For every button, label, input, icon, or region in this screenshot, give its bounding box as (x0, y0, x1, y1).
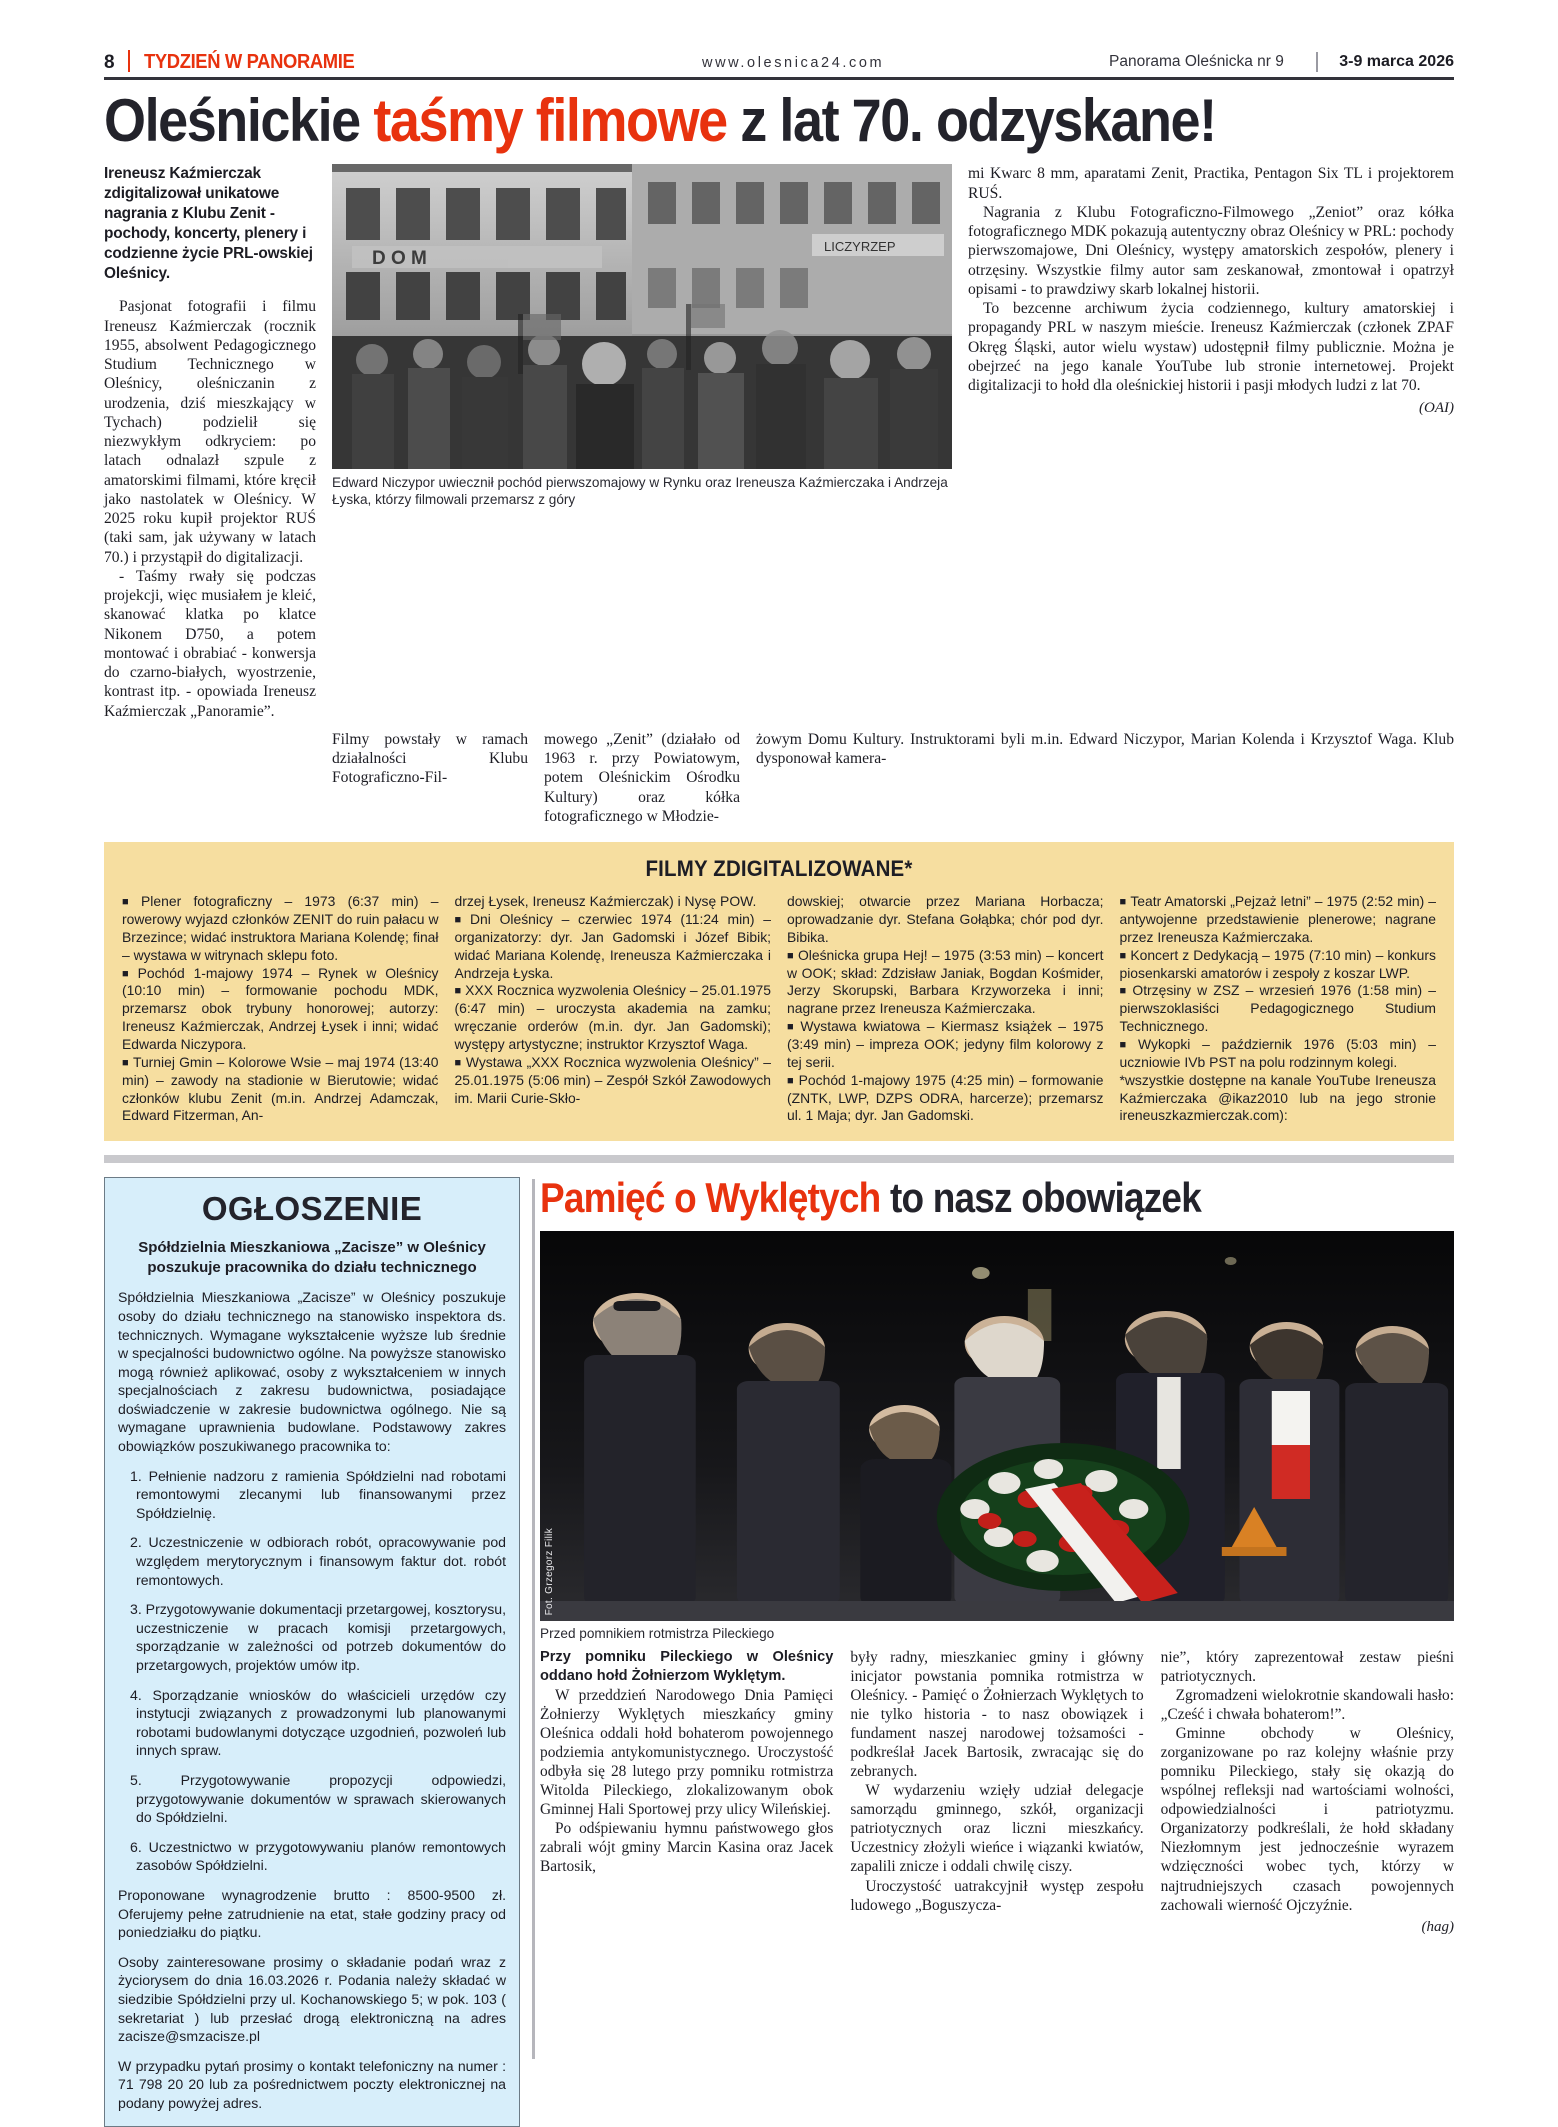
section-divider (104, 1155, 1454, 1163)
article2-photo-caption: Przed pomnikiem rotmistrza Pileckiego (540, 1626, 775, 1642)
digitized-films-box (104, 842, 1454, 1141)
article1-lower-col4 (756, 730, 1454, 826)
website-url[interactable]: www.olesnica24.com (702, 55, 885, 71)
issue-date: 3-9 marca 2026 (1339, 53, 1454, 70)
paragraph: W przeddzień Narodowego Dnia Pamięci Żołnierzy Wyklętych mieszkańcy gminy Oleśnica oddali hołd bohaterom powojennego podziemia antykomunistycznego. Uroczystość odbyła się 28 lutego przy pomniku rotmistrza Witolda Pileckiego, zlokalizowanym obok Gminnej Hali Sportowej przy ulicy Wileńskiej. (540, 1686, 834, 1818)
paragraph: Nagrania z Klubu Fotograficzno-Filmowego „Zeniot” oraz kółka fotograficznego MDK pokazują autentyczny obraz Oleśnicy w PRL: pochody pierwszomajowe, Dni Oleśnicy, występy amatorskich zespołów, plenery i otrzęsiny. Wszystkie filmy autor sam zeskanował, zmontował i opatrzył opisami - to prawdziwy skarb lokalnej historii. (968, 203, 1454, 298)
films-box-title: FILMY ZDIGITALIZOWANE* (645, 856, 913, 882)
article2-col1 (540, 1648, 833, 1936)
article1-photo (332, 164, 952, 469)
paragraph: Gminne obchody w Oleśnicy, zorganizowane po raz kolejny właśnie przy pomniku Pileckiego, stały się okazją do wspólnej refleksji nad wartościami wolności, odpowiedzialności i patriotyzmu. Organizatorzy podkreślali, że hołd składany Niezłomnym jest jednocześnie wyrazem wdzięczności wobec tych, którzy w najtrudniejszych czasach powojennych zachowali wierność Ojczyźnie. (1160, 1725, 1454, 1914)
paragraph: W wydarzeniu wzięły udział delegacje samorządu gminnego, szkół, organizacji patriotycznych oraz liczni mieszkańcy. Uczestnicy złożyli wieńce i wiązanki kwiatów, zapalili znicze i oddali chwilę ciszy. (850, 1782, 1144, 1876)
paragraph: mowego „Zenit” (działało od 1963 r. przy Powiatowym, potem Oleśnickim Ośrodku Kultury) oraz kółka fotograficznego w Młodzie- (544, 730, 740, 825)
film-entry: ■ Wystawa „XXX Rocznica wyzwolenia Oleśnicy” – 25.01.1975 (5:06 min) – Zespół Szkół Zawodowych im. Marii Curie-Skło- (455, 1054, 772, 1108)
headline-part2: z lat 70. odzyskane! (726, 86, 1216, 154)
article2-lead: Przy pomniku Pileckiego w Oleśnicy oddano hołd Żołnierzom Wyklętym. (540, 1649, 834, 1684)
paragraph: mi Kwarc 8 mm, aparatami Zenit, Practika, Pentagon Six TL i projektorem RUŚ. (968, 165, 1454, 202)
films-column-3 (787, 893, 1104, 1125)
headline2-highlight: Pamięć o Wyklętych (540, 1174, 881, 1222)
film-entry: ■ Wykopki – październik 1976 (5:03 min) – uczniowie IVb PST na polu rodzinnym kolegi. (1120, 1036, 1437, 1072)
masthead (104, 46, 1454, 72)
film-entry: ■ Koncert z Dedykacją – 1975 (7:10 min) – konkurs piosenkarski amatorów i zespoły z koszar LWP. (1120, 947, 1437, 983)
film-entry: ■ XXX Rocznica wyzwolenia Oleśnicy – 25.01.1975 (6:47 min) – uroczysta akademia na zamku; wręczanie orderów (m.in. dyr. Jan Gadomski); występy artystyczne; instruktor Krzysztof Waga. (455, 982, 772, 1053)
paragraph: To bezcenne archiwum życia codziennego, kultury amatorskiej i propagandy PRL w naszym mieście. Ireneusz Kaźmierczak (członek ZPAF Okręg Śląski, autor wielu wystaw) udostępnił filmy publicznie. Można je obejrzeć na jego kanale YouTube lub stronie internetowej. Projekt digitalizacji to hołd dla oleśnickiej historii i pasji młodych ludzi z lat 70. (968, 300, 1454, 395)
article1-photo-block (332, 164, 952, 721)
advert-intro: Spółdzielnia Mieszkaniowa „Zacisze” w Oleśnicy poszukuje osoby do działu technicznego na stanowisko inspektora ds. technicznych. Wymagane wykształcenie wyższe lub średnie w specjalności budownictwo ogólne. Na powyższe stanowisko mogą również aplikować, osoby z wykształceniem w innych specjalnościach z zakresu budownictwa, posiadające doświadczenie w zakresie budownictwa ogólnego. Nie są wymagane uprawnienia budowlane. Podstawowy zakres obowiązków poszukiwanego pracownika to: (118, 1289, 506, 1455)
advert-duty-item: 4. Sporządzanie wniosków do właścicieli urzędów czy instytucji związanych z prowadzonymi lub planowanymi robotami budowlanymi dotyczące uzgodnień, pozwoleń lub innych spraw. (130, 1686, 506, 1759)
paragraph: Pasjonat fotografii i filmu Ireneusz Kaźmierczak (rocznik 1955, absolwent Pedagogicznego Studium Technicznego w Oleśnicy, oleśniczanin z urodzenia, dziś mieszkający w Tychach) podzielił się niezwykłym odkryciem: po latach odnalazł szpule z amatorskimi filmami, które kręcił jako nastolatek w Oleśnicy. W 2025 roku kupił projektor RUŚ (taki sam, jak używany w latach 70.) i przystąpił do digitalizacji. (104, 298, 316, 566)
film-entry-cont: drzej Łysek, Ireneusz Kaźmierczak) i Nysę POW. (454, 893, 757, 910)
article1-headline (104, 86, 1319, 154)
paragraph: Uroczystość uatrakcyjnił występ zespołu ludowego „Boguszycza- (850, 1877, 1144, 1914)
article1-lower-grid (104, 730, 1454, 826)
advert-duty-item: 6. Uczestnictwo w przygotowywaniu planów remontowych zasobów Spółdzielni. (130, 1838, 506, 1874)
article1-lower-col3 (544, 730, 740, 826)
article1-lower-col1 (104, 730, 316, 826)
film-entry-cont: dowskiej; otwarcie przez Mariana Horbacza; oprowadzanie dyr. Stefana Gołąbka; chór pod dyr. Bibika. (787, 893, 1104, 945)
article2-col2 (850, 1648, 1143, 1936)
films-column-4 (1120, 893, 1437, 1125)
article2-headline (540, 1174, 1344, 1222)
paragraph: nie”, który zaprezentował zestaw pieśni patriotycznych. (1160, 1649, 1454, 1686)
film-entry: ■ Otrzęsiny w ZSZ – wrzesień 1976 (1:58 min) – pierwszoklasiści Pedagogicznego Studium Technicznego. (1120, 982, 1437, 1036)
advert-subtitle-line2: poszukuje pracownika do działu technicznego (147, 1258, 477, 1276)
advert-duty-item: 1. Pełnienie nadzoru z ramienia Spółdzielni nad robotami remontowymi zlecanymi lub finansowanymi przez Spółdzielnię. (130, 1467, 506, 1521)
article2-photo (540, 1231, 1454, 1621)
issue-title: Panorama Oleśnicka nr 9 (1109, 53, 1284, 70)
svg-text:D O M: D O M (372, 248, 427, 270)
article2-col3 (1161, 1648, 1454, 1936)
bottom-section (104, 1174, 1454, 2127)
article1-top-grid (104, 164, 1454, 721)
advert-title: OGŁOSZENIE (201, 1190, 423, 1228)
article1-signature: (OAI) (1419, 400, 1454, 417)
article1-col1 (104, 297, 316, 721)
article1-lead: Ireneusz Kaźmierczak zdigitalizował unikatowe nagrania z Klubu Zenit - pochody, koncerty, plenery i codzienne życie PRL-owskiej Oleśnicy. (104, 165, 313, 283)
masthead-red-rule (128, 50, 130, 72)
ceremony-photo-illustration (540, 1231, 1454, 1621)
films-column-1 (122, 893, 439, 1125)
advert-subtitle-line1: Spółdzielnia Mieszkaniowa „Zacisze” w Oleśnicy (138, 1239, 486, 1257)
paragraph: Zgromadzeni wielokrotnie skandowali hasło: „Cześć i chwała bohaterom!”. (1160, 1687, 1454, 1724)
advert-salary: Proponowane wynagrodzenie brutto : 8500-9500 zł. Oferujemy pełne zatrudnienie na etat, stałe godziny pracy od poniedziałku do piątku. (118, 1886, 506, 1941)
advert-contact: Osoby zainteresowane prosimy o składanie podań wraz z życiorysem do dnia 16.03.2026 r. Podania należy składać w siedzibie Spółdzielni przy ul. Kochanowskiego 5; w pok. 103 ( sekretariat ) lub przesłać drogą elektroniczną na adres zacisze@smzacisze.pl (118, 1953, 506, 2045)
article2 (540, 1174, 1454, 2127)
parade-photo-illustration (332, 164, 952, 469)
advert-body (118, 1288, 506, 2112)
article1-right-column (968, 164, 1454, 721)
film-entry: ■ Dni Oleśnicy – czerwiec 1974 (11:24 min) – organizatorzy: dyr. Jan Gadomski i Józef Bibik; widać Mariana Kolendę, Ireneusza Kaźmierczaka i Andrzeja Łyska. (455, 911, 772, 982)
film-entry: ■ Pochód 1-majowy 1975 (4:25 min) – formowanie (ZNTK, LWP, DZPS ODRA, harcerze); przemarsz ul. 1 Maja; dyr. Jan Gadomski. (787, 1072, 1104, 1126)
advertisement-box (104, 1177, 520, 2127)
masthead-separator (1316, 52, 1318, 72)
headline-part1: Oleśnickie (104, 86, 374, 154)
article2-columns (540, 1648, 1454, 1936)
article2-signature: (hag) (1421, 1918, 1454, 1935)
headline-highlight: taśmy filmowe (373, 86, 727, 154)
section-title: TYDZIEŃ W PANORAMIE (143, 51, 354, 73)
svg-text:LICZYRZEP: LICZYRZEP (824, 239, 896, 255)
film-entry: ■ Oleśnicka grupa Hej! – 1975 (3:53 min) – koncert w OOK; skład: Zdzisław Janiak, Bogdan Kośmider, Jerzy Skorupski, Barbara Krzyworzeka i inni; nagrane przez Ireneusza Kaźmierczaka. (787, 947, 1104, 1018)
paragraph: - Taśmy rwały się podczas projekcji, więc musiałem je kleić, skanować klatka po klatce Nikonem D750, a potem montować i obrabiać - konwersja do czarno-białych, wyostrzenie, kontrast itp. - opowiada Ireneusz Kaźmierczak „Panoramie”. (104, 567, 316, 720)
advert-duty-item: 5. Przygotowywanie propozycji odpowiedzi, przygotowywanie dokumentów w sprawach skierowanych do Spółdzielni. (130, 1771, 506, 1826)
paragraph: żowym Domu Kultury. Instruktorami byli m.in. Edward Niczypor, Marian Kolenda i Krzysztof Waga. Klub dysponował kamera- (756, 730, 1454, 768)
article1-photo-caption: Edward Niczypor uwiecznił pochód pierwszomajowy w Rynku oraz Ireneusza Kaźmierczaka i Andrzeja Łyska, którzy filmowali przemarsz z góry (332, 475, 948, 508)
films-column-2 (455, 893, 772, 1125)
article1-lower-col2 (332, 730, 528, 826)
headline2-rest: to nasz obowiązek (880, 1174, 1201, 1222)
paragraph: były radny, mieszkaniec gminy i główny inicjator powstania pomnika rotmistrza w Oleśnicy. - Pamięć o Żołnierzach Wyklętych to nie tylko historia - to nasz obowiązek i fundament naszej narodowej tożsamości - podkreślał Jacek Bartosik, zwracając się do zebranych. (850, 1649, 1144, 1781)
paragraph: Po odśpiewaniu hymnu państwowego głos zabrali wójt gminy Marcin Kasina oraz Jacek Bartosik, (540, 1819, 834, 1875)
films-footnote: *wszystkie dostępne na kanale YouTube Ireneusza Kaźmierczaka @ikaz2010 lub na jego stronie ireneuszkazmierczak.com): (1119, 1071, 1436, 1124)
film-entry: ■ Plener fotograficzny – 1973 (6:37 min) – rowerowy wyjazd członków ZENIT do ruin pałacu w Brzezince; widać instruktora Mariana Kolendę; finał – wystawa w witrynach sklepu foto. (122, 893, 439, 964)
paragraph: Filmy powstały w ramach działalności Klubu Fotograficzno-Fil- (332, 730, 528, 787)
advert-duty-item: 3. Przygotowywanie dokumentacji przetargowej, kosztorysu, uczestniczenie w pracach komisji przetargowych, sporządzanie w zależności od potrzeb dokumentów do przetargowych, projektów umów itp. (130, 1601, 507, 1673)
article1-left-column (104, 164, 316, 721)
page-number: 8 (104, 52, 115, 73)
vertical-separator (532, 1179, 535, 2059)
advert-phone: W przypadku pytań prosimy o kontakt telefoniczny na numer : 71 798 20 20 lub za pośrednictwem poczty elektronicznej na podany powyżej adres. (118, 2057, 506, 2111)
film-entry: ■ Pochód 1-majowy 1974 – Rynek w Oleśnicy (10:10 min) – formowanie pochodu MDK, przemarsz obok trybuny honorowej; autorzy: Ireneusz Kaźmierczak, Andrzej Łysek i inni; widać Edwarda Niczypora. (122, 965, 439, 1054)
film-entry: ■ Teatr Amatorski „Pejzaż letni” – 1975 (2:52 min) – antywojenne przedstawienie plenerowe; nagrane przez Ireneusza Kaźmierczaka. (1120, 893, 1437, 947)
photo-credit: Fot. Grzegorz Filik (544, 1527, 555, 1616)
film-entry: ■ Wystawa kwiatowa – Kiermasz książek – 1975 (3:49 min) – impreza OOK; jedyny film kolorowy z tej serii. (787, 1018, 1104, 1072)
advert-duty-item: 2. Uczestniczenie w odbiorach robót, opracowywanie pod względem merytorycznym i finansowym faktur dot. robót remontowych. (130, 1534, 506, 1588)
films-box-columns (122, 893, 1436, 1125)
masthead-underline (104, 77, 1454, 80)
advert-subtitle (118, 1238, 506, 1277)
film-entry: ■ Turniej Gmin – Kolorowe Wsie – maj 1974 (13:40 min) – zawody na stadionie w Bierutowie; widać członków klubu Zenit (m.in. Andrzej Adamczak, Edward Fitzerman, An- (122, 1054, 439, 1125)
